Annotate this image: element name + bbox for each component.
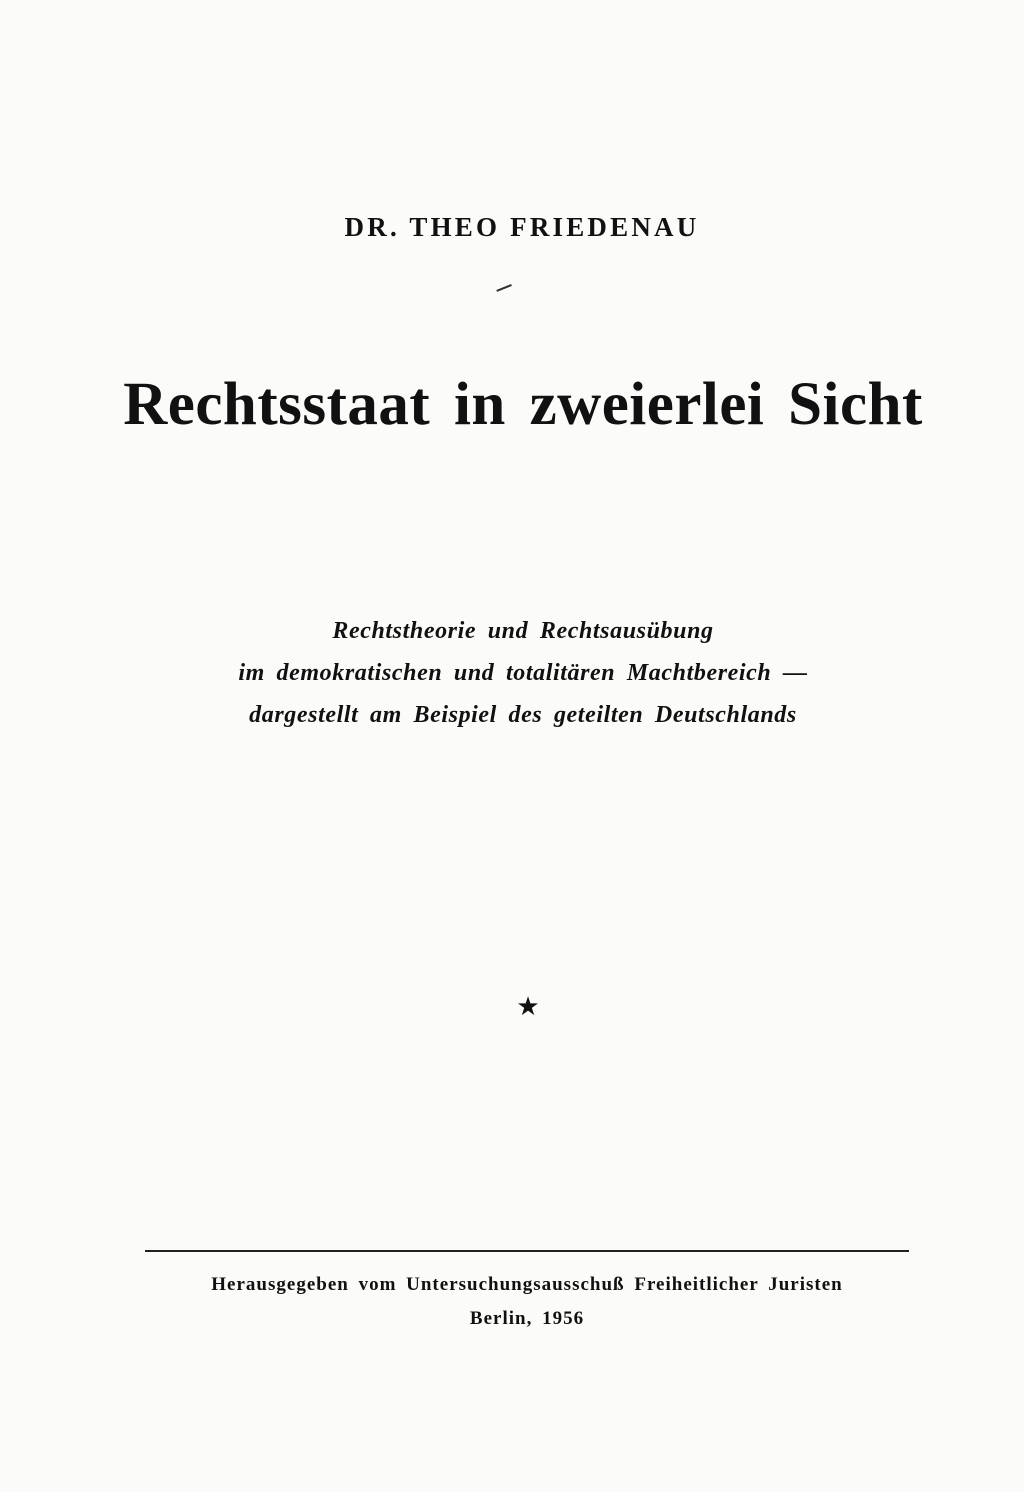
star-ornament-icon: ★	[516, 992, 540, 1021]
publisher-line: Herausgegeben vom Untersuchungsausschuß Freiheitlicher Juristen	[211, 1274, 843, 1295]
publication-place-year: Berlin, 1956	[469, 1308, 585, 1329]
subtitle-line-1: Rechtstheorie und Rechtsausübung	[332, 618, 714, 644]
book-subtitle	[0, 610, 1024, 736]
publisher-block	[0, 1268, 1024, 1336]
author-name: DR. THEO FRIEDENAU	[344, 212, 700, 242]
horizontal-rule	[145, 1250, 909, 1252]
decorative-tick	[496, 284, 511, 291]
subtitle-line-2: im demokratischen und totalitären Machtbereich —	[238, 660, 808, 686]
subtitle-line-3: dargestellt am Beispiel des geteilten Deutschlands	[249, 702, 797, 728]
book-title: Rechtsstaat in zweierlei Sicht	[123, 371, 923, 438]
